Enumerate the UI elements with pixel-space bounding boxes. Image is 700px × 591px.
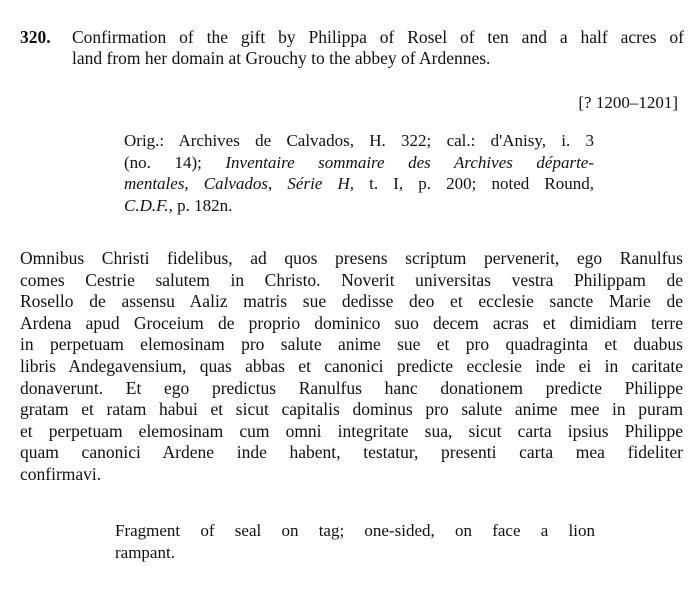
charter-line: comes Cestrie salutem in Christo. Noverit universitas vestra Philippam de xyxy=(20,269,683,290)
seal-line: Fragment of seal on tag; one-sided, on face a lion xyxy=(115,521,595,540)
charter-line: et perpetuam elemosinam cum omni integritate sua, sicut carta ipsius Philippe xyxy=(20,420,683,441)
source-line xyxy=(124,152,594,174)
source-text: , p. 182n. xyxy=(168,195,233,215)
source-title-italic: Inventaire sommaire des Archives départe- xyxy=(225,152,594,172)
source-text: (no. 14); xyxy=(124,152,226,172)
source-title-italic: C.D.F. xyxy=(124,195,169,215)
entry-title-line: land from her domain at Grouchy to the abbey of Ardennes. xyxy=(72,48,491,68)
charter-text xyxy=(20,248,683,486)
source-references xyxy=(124,130,594,216)
charter-line: Rosello de assensu Aaliz matris sue dedisse deo et ecclesie sancte Marie de xyxy=(20,291,683,312)
charter-line: quam canonici Ardene inde habent, testatur, presenti carta mea fideliter xyxy=(20,442,683,463)
source-text: , t. I, p. 200; noted Round, xyxy=(349,174,594,193)
charter-line: Omnibus Christi fidelibus, ad quos presens scriptum pervenerit, ego Ranulfus xyxy=(20,248,683,268)
entry-date: [? 1200–1201] xyxy=(578,93,678,112)
source-title-italic: mentales, Calvados, Série H xyxy=(124,174,350,193)
charter-line: gratam et ratam habui et sicut capitalis dominus pro salute anime mee in puram xyxy=(20,399,683,420)
entry-title xyxy=(72,27,684,69)
charter-line: donaverunt. Et ego predictus Ranulfus hanc donationem predicte Philippe xyxy=(20,377,683,398)
charter-line: libris Andegavensium, quas abbas et canonici predicte ecclesie inde ei in caritate xyxy=(20,355,683,376)
source-line xyxy=(124,195,594,217)
charter-line: confirmavi. xyxy=(20,463,102,484)
seal-description xyxy=(115,520,595,563)
charter-line: Ardena apud Groceium de proprio dominico suo decem acras et dimidiam terre xyxy=(20,312,683,333)
entry-number: 320. xyxy=(20,27,51,47)
source-line: Orig.: Archives de Calvados, H. 322; cal.: d'Anisy, i. 3 xyxy=(124,131,594,150)
entry-title-line: Confirmation of the gift by Philippa of Rosel of ten and a half acres of xyxy=(72,27,684,47)
source-line xyxy=(124,173,594,195)
charter-line: in perpetuam elemosinam pro salute anime sue et pro quadraginta et duabus xyxy=(20,334,683,355)
seal-line: rampant. xyxy=(115,542,175,562)
